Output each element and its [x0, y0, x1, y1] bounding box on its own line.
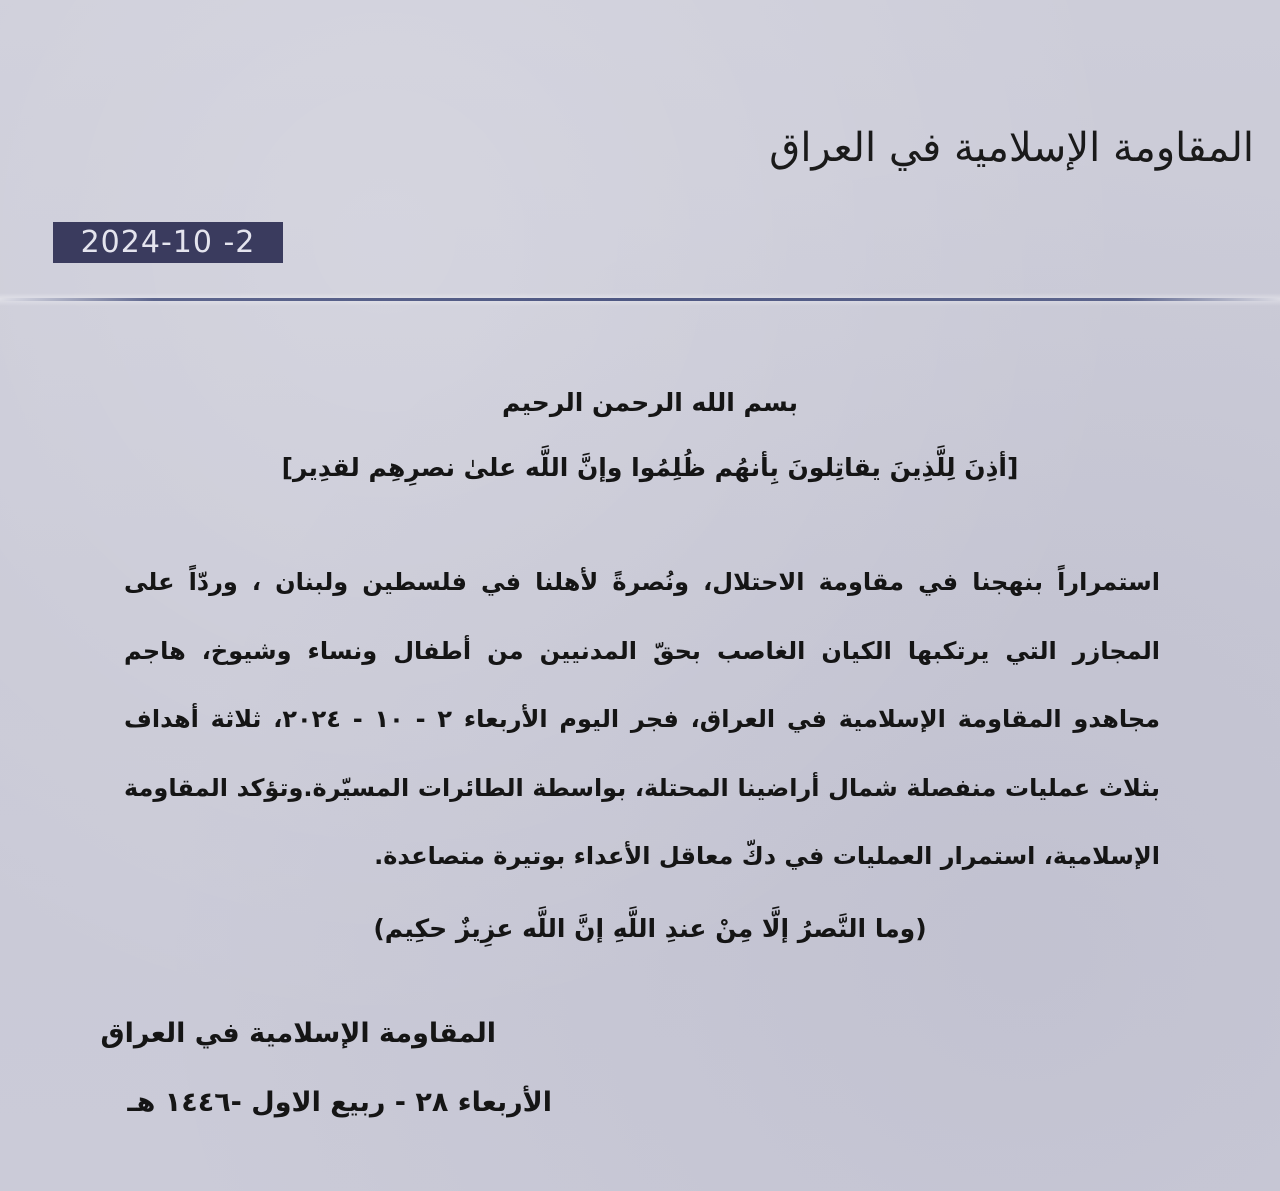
- opening-verse: [أذِنَ لِلَّذِينَ يقاتِلونَ بِأنهُم ظُلِمُوا وإنَّ اللَّه علىٰ نصرِهِم لقدِير]: [281, 453, 1019, 482]
- date-badge: 2024-10 -2: [53, 222, 283, 263]
- basmala-heading: بسم الله الرحمن الرحيم: [502, 388, 798, 417]
- header-divider: [0, 298, 1280, 301]
- organization-logo-title: المقاومة الإسلامية في العراق: [769, 125, 1254, 171]
- closing-verse: (وما النَّصرُ إلَّا مِنْ عندِ اللَّهِ إنَّ اللَّه عزِيزٌ حكِيم): [373, 914, 927, 943]
- signature-hijri-date: الأربعاء ٢٨ - ربيع الاول -١٤٤٦ هـ: [127, 1087, 552, 1118]
- statement-body: استمراراً بنهجنا في مقاومة الاحتلال، ونُصرةً لأهلنا في فلسطين ولبنان ، وردّاً على المجازر التي يرتكبها الكيان الغاصب بحقّ المدنيين من أطفال ونساء وشيوخ، هاجم مجاهدو المقاومة الإسلامية في العراق، فجر اليوم الأربعاء ٢ - ١٠ - ٢٠٢٤، ثلاثة أهداف بثلاث عمليات منفصلة شمال أراضينا المحتلة، بواسطة الطائرات المسيّرة.وتؤكد المقاومة الإسلامية، استمرار العمليات في دكّ معاقل الأعداء بوتيرة متصاعدة.: [124, 568, 1161, 870]
- signature-organization: المقاومة الإسلامية في العراق: [100, 1018, 496, 1049]
